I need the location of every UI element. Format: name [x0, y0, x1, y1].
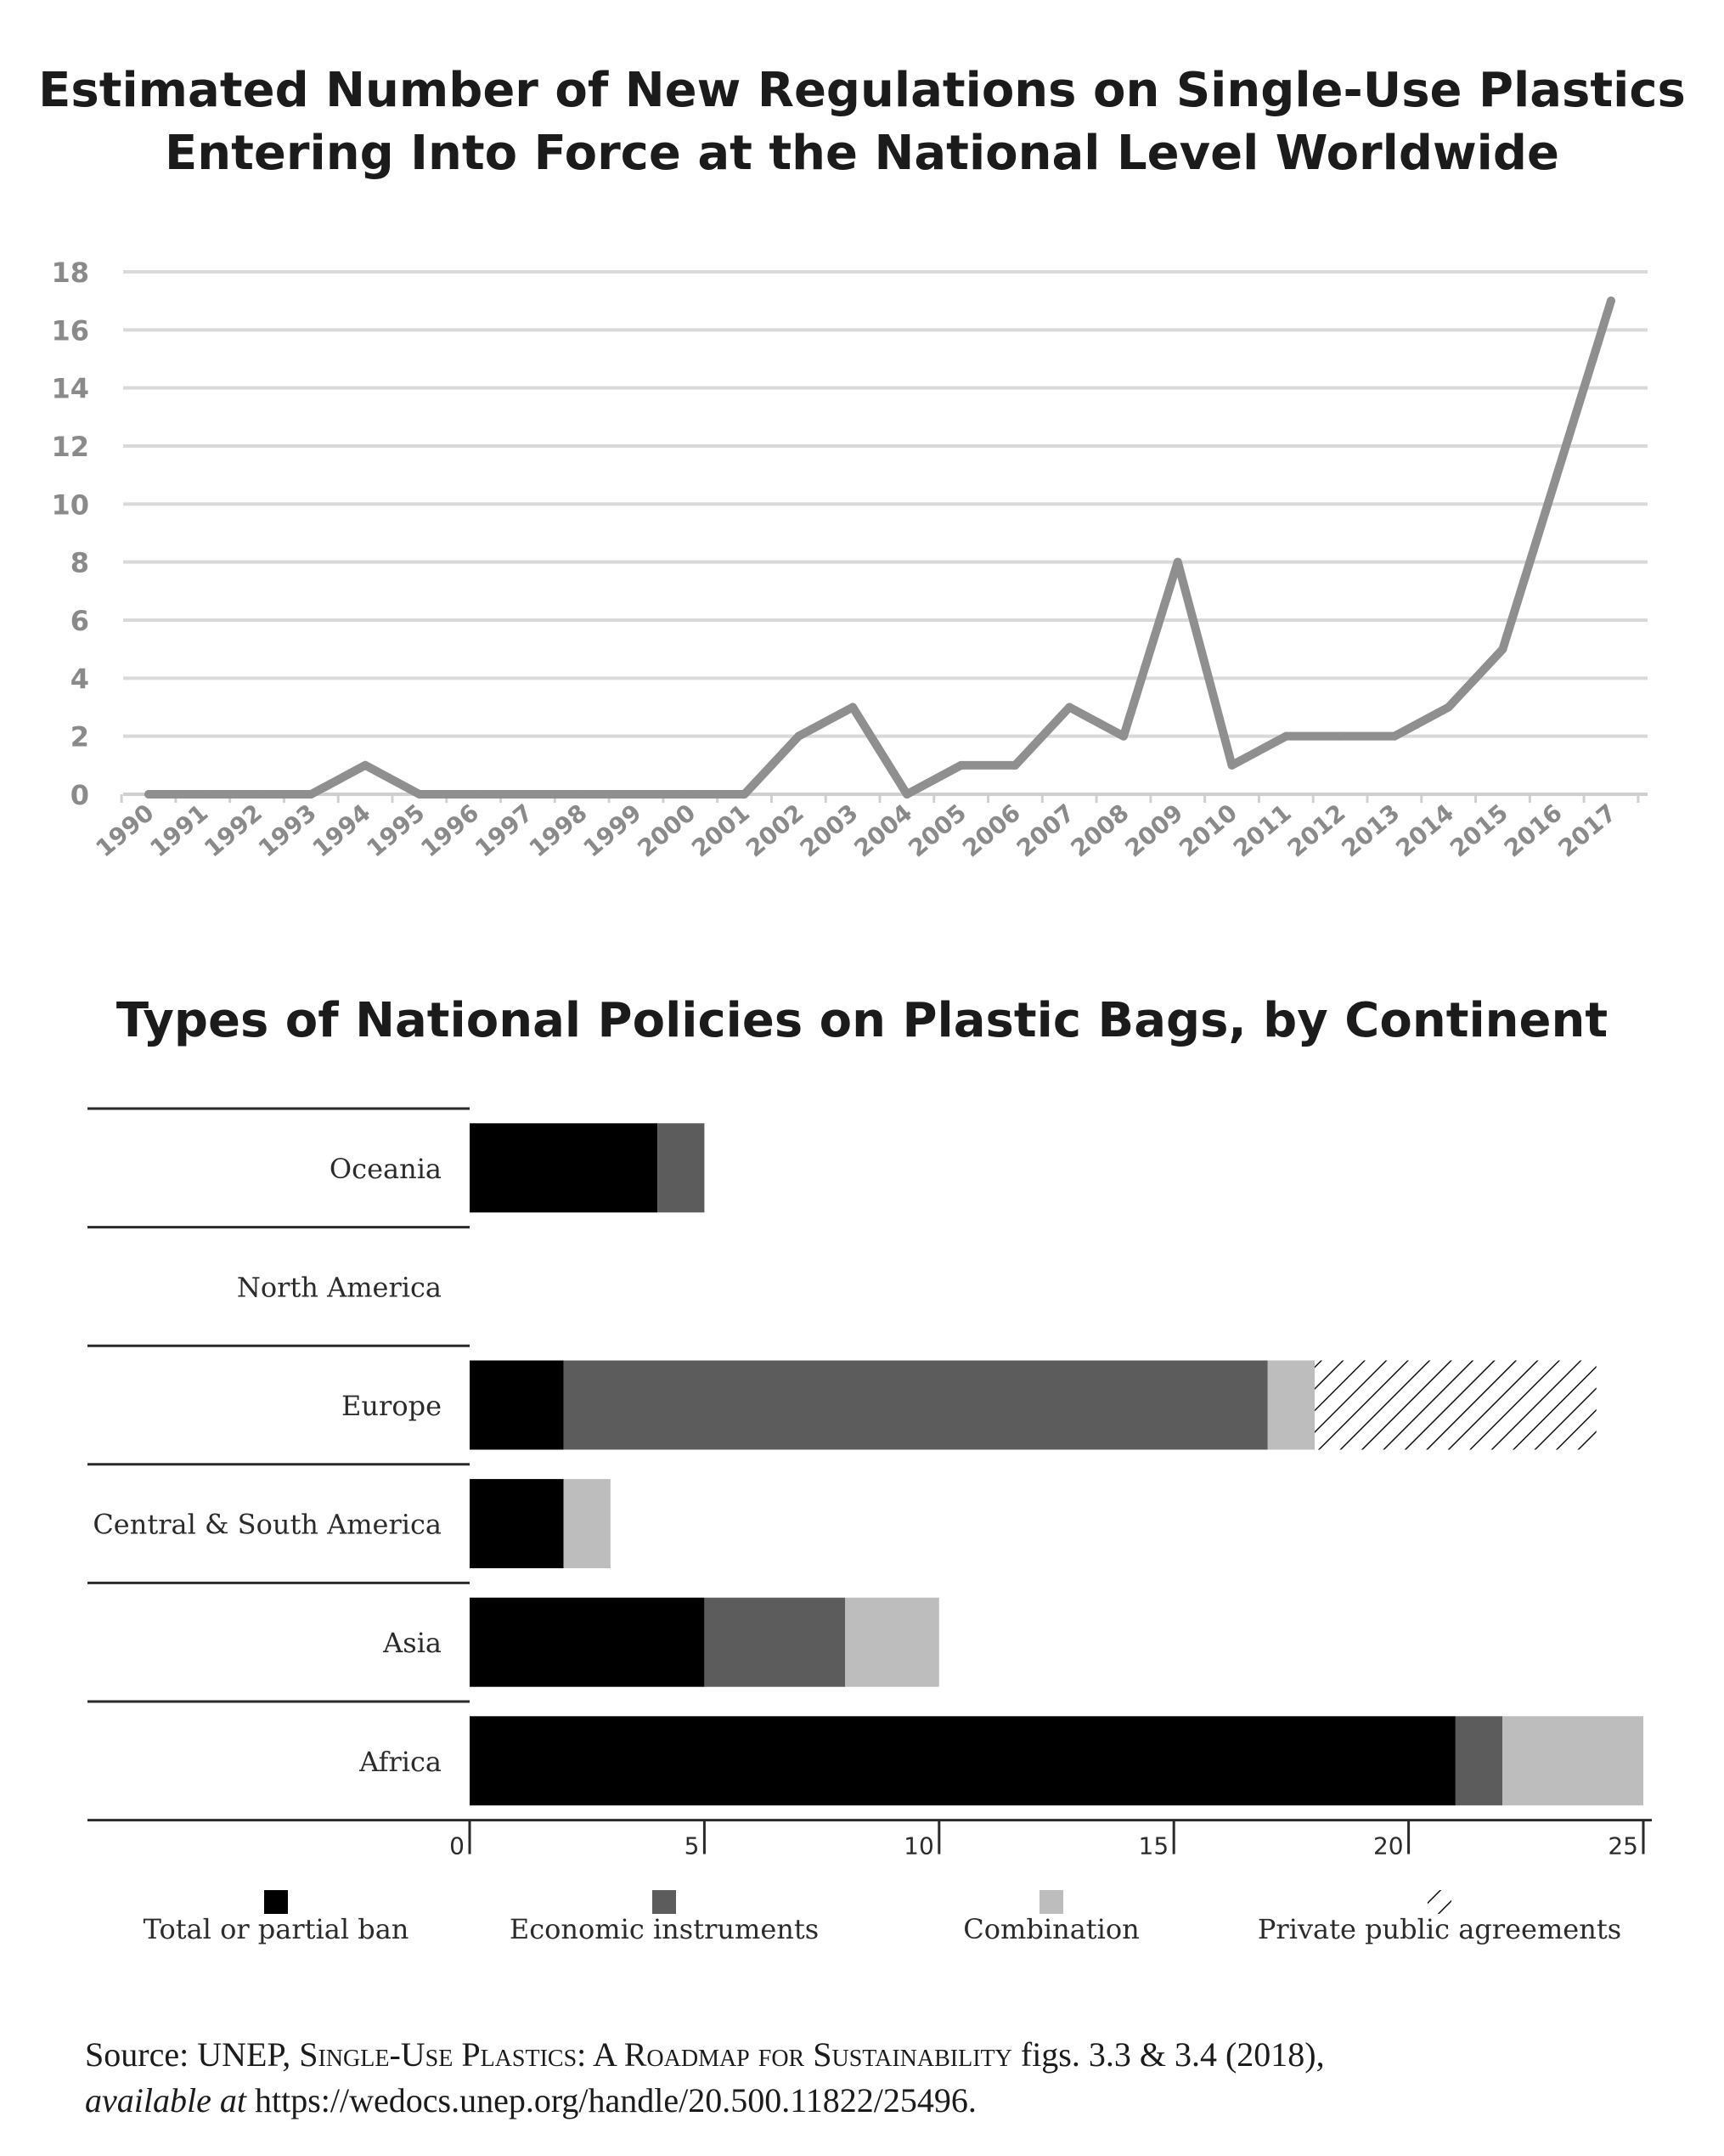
- bar-segment-2: [1456, 1716, 1502, 1805]
- line-chart-title-line-1: Estimated Number of New Regulations on Single-Use Plastics: [38, 63, 1686, 118]
- legend-label-4: Private public agreements: [1257, 1913, 1622, 1945]
- x-tick-label: 10: [904, 1831, 934, 1860]
- x-tick-label: 5: [684, 1831, 700, 1860]
- category-label: Central & South America: [93, 1508, 442, 1541]
- bar-chart-title: Types of National Policies on Plastic Bags, by Continent: [115, 993, 1609, 1048]
- y-tick-label: 12: [51, 431, 89, 463]
- source-citation: [85, 2032, 1665, 2124]
- source-available-at: available at: [85, 2081, 246, 2119]
- y-tick-label: 4: [70, 663, 89, 696]
- x-tick-label: 2008: [1065, 799, 1135, 863]
- x-tick-label: 1999: [577, 799, 647, 863]
- bar-segment-2: [657, 1123, 704, 1212]
- category-label: Asia: [383, 1627, 442, 1660]
- y-tick-label: 14: [51, 372, 89, 405]
- x-tick-label: 1993: [252, 799, 322, 863]
- y-tick-label: 10: [51, 488, 89, 522]
- x-tick-label: 2017: [1552, 799, 1622, 863]
- x-tick-label: 1997: [470, 799, 538, 863]
- legend-label-3: Combination: [963, 1913, 1140, 1945]
- source-url: https://wedocs.unep.org/handle/20.500.11822/25496.: [245, 2081, 977, 2119]
- x-tick-label: 1995: [361, 799, 431, 863]
- legend-swatch-4: [1428, 1890, 1451, 1914]
- bar-segment-3: [1502, 1716, 1643, 1805]
- legend-label-1: Total or partial ban: [143, 1913, 409, 1945]
- legend-label-2: Economic instruments: [509, 1913, 820, 1945]
- x-tick-label: 1998: [523, 799, 593, 863]
- y-tick-label: 8: [70, 546, 89, 579]
- y-tick-label: 2: [70, 720, 89, 753]
- x-tick-label: 2001: [686, 799, 756, 863]
- x-tick-label: 25: [1608, 1831, 1638, 1860]
- x-tick-label: 2006: [957, 799, 1026, 863]
- x-tick-label: 1996: [415, 799, 485, 863]
- bar-segment-1: [470, 1361, 564, 1450]
- category-label: North America: [236, 1271, 442, 1304]
- x-tick-label: 1992: [199, 799, 268, 863]
- x-tick-label: 2000: [632, 799, 701, 863]
- x-tick-label: 2003: [794, 799, 864, 863]
- legend-swatch-1: [264, 1890, 288, 1914]
- x-tick-label: 2002: [740, 799, 809, 863]
- x-tick-label: 2012: [1282, 799, 1351, 863]
- x-tick-label: 15: [1138, 1831, 1169, 1860]
- category-label: Africa: [359, 1745, 442, 1778]
- bar-segment-1: [470, 1598, 704, 1687]
- x-tick-label: 2015: [1445, 799, 1513, 863]
- source-work-title: Single-Use Plastics: A Roadmap for Sustainability: [299, 2035, 1012, 2074]
- x-tick-label: 2005: [903, 799, 972, 863]
- bar-segment-1: [470, 1479, 564, 1568]
- source-prefix: Source: UNEP,: [85, 2035, 300, 2074]
- x-tick-label: 1991: [144, 799, 214, 863]
- y-tick-label: 6: [70, 605, 89, 637]
- bar-segment-2: [704, 1598, 845, 1687]
- bar-segment-1: [470, 1716, 1456, 1805]
- bar-segment-1: [470, 1123, 657, 1212]
- x-tick-label: 2009: [1119, 799, 1189, 863]
- x-tick-label: 2013: [1336, 799, 1406, 863]
- category-label: Europe: [341, 1390, 442, 1422]
- x-tick-label: 2014: [1390, 799, 1460, 863]
- x-tick-label: 2007: [1011, 799, 1080, 863]
- x-tick-label: 1994: [307, 799, 376, 863]
- x-tick-label: 0: [449, 1831, 465, 1860]
- line-chart-title-line-2: Entering Into Force at the National Level Worldwide: [165, 126, 1559, 181]
- x-tick-label: 2011: [1227, 799, 1297, 863]
- legend-swatch-2: [652, 1890, 676, 1914]
- bar-segment-3: [1268, 1361, 1315, 1450]
- x-tick-label: 2004: [848, 799, 918, 863]
- x-tick-label: 2010: [1174, 799, 1243, 863]
- source-details: figs. 3.3 & 3.4 (2018),: [1011, 2035, 1325, 2074]
- bar-segment-4: [1315, 1361, 1597, 1450]
- bar-segment-3: [564, 1479, 611, 1568]
- category-label: Oceania: [329, 1152, 442, 1185]
- y-tick-label: 18: [51, 257, 89, 289]
- x-tick-label: 20: [1372, 1831, 1404, 1860]
- y-tick-label: 16: [51, 314, 89, 347]
- bar-segment-3: [845, 1598, 939, 1687]
- bar-segment-2: [564, 1361, 1268, 1450]
- x-tick-label: 2016: [1498, 799, 1568, 863]
- legend-swatch-3: [1039, 1890, 1063, 1914]
- x-tick-label: 1990: [90, 799, 160, 863]
- y-tick-label: 0: [70, 779, 89, 811]
